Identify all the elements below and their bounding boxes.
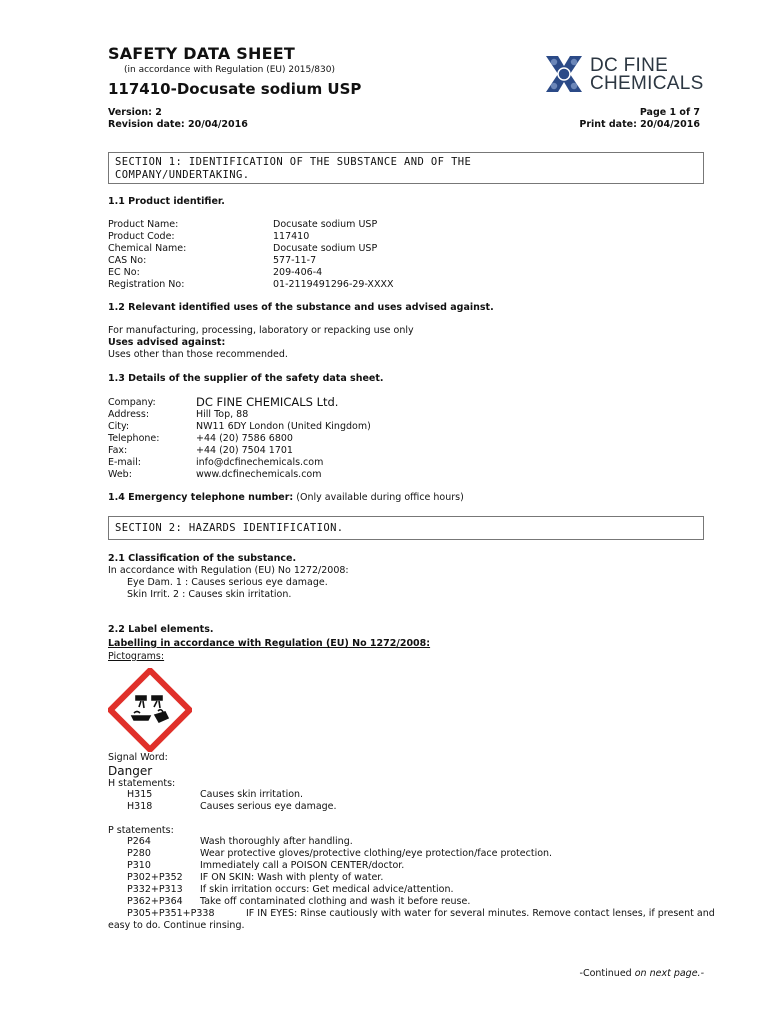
key-value-row <box>108 469 322 481</box>
subsection-1-4-title: 1.4 Emergency telephone number: <box>108 492 294 503</box>
classification-item: Eye Dam. 1 : Causes serious eye damage. <box>127 577 328 588</box>
subsection-1-2-title: 1.2 Relevant identified uses of the substance and uses advised against. <box>108 302 494 313</box>
field-value: Docusate sodium USP <box>273 243 378 254</box>
classification-regulation: In accordance with Regulation (EU) No 1272/2008: <box>108 565 349 576</box>
statement-code: H318 <box>127 801 153 812</box>
logo-line-1: DC FINE <box>590 55 669 76</box>
emergency-telephone-note: (Only available during office hours) <box>296 492 464 503</box>
company-logo <box>544 54 704 94</box>
field-value: 01-2119491296-29-XXXX <box>273 279 394 290</box>
logo-line-2: CHEMICALS <box>590 73 704 94</box>
labelling-regulation: Labelling in accordance with Regulation (EU) No 1272/2008: <box>108 638 431 649</box>
field-label: E-mail: <box>108 457 141 468</box>
key-value-row <box>108 255 317 267</box>
statement-text: IF IN EYES: Rinse cautiously with water for several minutes. Remove contact lenses, if present and <box>246 908 715 919</box>
field-label: Product Name: <box>108 219 179 230</box>
field-value: 117410 <box>273 231 310 242</box>
section-1-heading-line-1: SECTION 1: IDENTIFICATION OF THE SUBSTANCE AND OF THE <box>115 156 472 168</box>
statement-text: Causes skin irritation. <box>200 789 304 800</box>
version: Version: 2 <box>108 107 162 118</box>
statement-row <box>127 848 553 860</box>
statement-row <box>127 872 384 884</box>
key-value-row <box>108 445 293 457</box>
continued-note <box>580 968 704 979</box>
field-value: +44 (20) 7504 1701 <box>196 445 293 456</box>
subsection-2-2-title: 2.2 Label elements. <box>108 624 214 635</box>
subsection-2-1-title: 2.1 Classification of the substance. <box>108 553 297 564</box>
print-date: Print date: 20/04/2016 <box>579 119 700 130</box>
statement-code: P362+P364 <box>127 896 183 907</box>
field-label: EC No: <box>108 267 140 278</box>
statement-text: Causes serious eye damage. <box>200 801 337 812</box>
statement-code: P310 <box>127 860 151 871</box>
field-label: Web: <box>108 469 132 480</box>
field-label: CAS No: <box>108 255 147 266</box>
continued-label: -Continued <box>579 968 632 979</box>
page-number: Page 1 of 7 <box>639 107 700 118</box>
field-label: City: <box>108 421 130 432</box>
section-1-heading <box>108 152 704 184</box>
field-value: +44 (20) 7586 6800 <box>196 433 293 444</box>
p-statement-continuation: easy to do. Continue rinsing. <box>108 920 245 931</box>
signal-word-label: Signal Word: <box>108 752 168 763</box>
field-label: Product Code: <box>108 231 175 242</box>
key-value-row <box>108 421 371 433</box>
statement-code: P305+P351+P338 <box>127 908 215 919</box>
key-value-row <box>108 279 394 291</box>
key-value-row <box>108 457 324 469</box>
field-label: Chemical Name: <box>108 243 187 254</box>
statement-code: P332+P313 <box>127 884 183 895</box>
revision-date: Revision date: 20/04/2016 <box>108 119 248 130</box>
subsection-1-1-title: 1.1 Product identifier. <box>108 196 225 207</box>
field-value: www.dcfinechemicals.com <box>196 469 322 480</box>
regulation-note: (in accordance with Regulation (EU) 2015/830) <box>124 65 335 75</box>
field-label: Company: <box>108 397 156 408</box>
statement-row <box>127 896 471 908</box>
h-statements-label: H statements: <box>108 778 176 789</box>
key-value-row <box>108 267 323 279</box>
field-label: Fax: <box>108 445 128 456</box>
statement-row <box>127 801 337 813</box>
key-value-row <box>108 243 378 255</box>
key-value-row <box>108 395 339 409</box>
product-title: 117410-Docusate sodium USP <box>108 80 362 98</box>
uses-advised-against: Uses other than those recommended. <box>108 349 288 360</box>
statement-code: H315 <box>127 789 153 800</box>
field-value: info@dcfinechemicals.com <box>196 457 324 468</box>
signal-word: Danger <box>108 764 153 778</box>
statement-row <box>127 789 304 801</box>
statement-text: Wash thoroughly after handling. <box>200 836 353 847</box>
next-page-label: on next page.- <box>634 968 704 979</box>
molecule-logo-icon <box>544 54 584 94</box>
classification-item: Skin Irrit. 2 : Causes skin irritation. <box>127 589 292 600</box>
statement-code: P302+P352 <box>127 872 183 883</box>
field-value: Hill Top, 88 <box>196 409 249 420</box>
field-label: Address: <box>108 409 150 420</box>
key-value-row <box>108 231 310 243</box>
subsection-1-3-title: 1.3 Details of the supplier of the safety data sheet. <box>108 373 384 384</box>
corrosion-pictogram-icon <box>108 668 192 752</box>
statement-row <box>127 836 353 848</box>
statement-text: IF ON SKIN: Wash with plenty of water. <box>200 872 384 883</box>
field-value: 577-11-7 <box>273 255 317 266</box>
emergency-telephone <box>108 492 464 503</box>
pictograms-label: Pictograms: <box>108 651 165 662</box>
field-label: Registration No: <box>108 279 185 290</box>
statement-row <box>127 908 715 920</box>
section-2-heading: SECTION 2: HAZARDS IDENTIFICATION. <box>108 516 704 540</box>
field-value: DC FINE CHEMICALS Ltd. <box>196 395 339 409</box>
statement-code: P264 <box>127 836 151 847</box>
field-value: NW11 6DY London (United Kingdom) <box>196 421 371 432</box>
key-value-row <box>108 433 293 445</box>
field-label: Telephone: <box>108 433 160 444</box>
field-value: 209-406-4 <box>273 267 323 278</box>
uses-advised-against-label: Uses advised against: <box>108 337 226 348</box>
p-statements-label: P statements: <box>108 825 174 836</box>
field-value: Docusate sodium USP <box>273 219 378 230</box>
statement-text: Take off contaminated clothing and wash it before reuse. <box>200 896 471 907</box>
statement-text: If skin irritation occurs: Get medical advice/attention. <box>200 884 454 895</box>
section-1-heading-line-2: COMPANY/UNDERTAKING. <box>115 169 250 181</box>
document-title: SAFETY DATA SHEET <box>108 44 295 63</box>
statement-row <box>127 860 405 872</box>
statement-row <box>127 884 454 896</box>
statement-text: Wear protective gloves/protective clothing/eye protection/face protection. <box>200 848 553 859</box>
statement-text: Immediately call a POISON CENTER/doctor. <box>200 860 405 871</box>
key-value-row <box>108 219 378 231</box>
key-value-row <box>108 409 249 421</box>
statement-code: P280 <box>127 848 151 859</box>
identified-uses: For manufacturing, processing, laboratory or repacking use only <box>108 325 414 336</box>
